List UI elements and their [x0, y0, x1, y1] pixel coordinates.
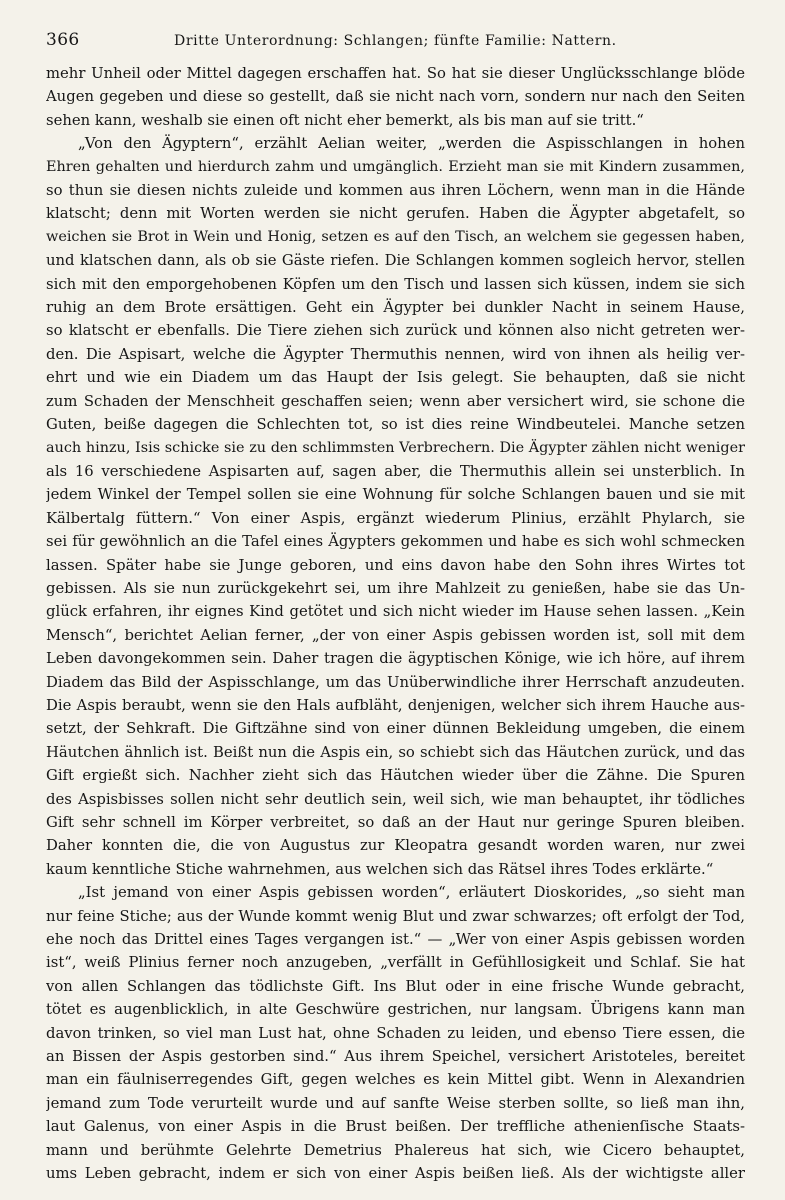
- text-line: sehen kann, weshalb sie einen oft nicht eher bemerkt, als bis man auf sie tritt.“: [46, 111, 644, 129]
- text-line: glück erfahren, ihr eignes Kind getötet und sich nicht wieder im Hause sehen lassen. „Kein: [46, 603, 745, 621]
- text-line: tötet es augenblicklich, in alte Geschwüre gestrichen, nur langsam. Übrigens kann man: [46, 1001, 745, 1019]
- text-line: kaum kenntliche Stiche wahrnehmen, aus welchen sich das Rätsel ihres Todes erklärte.“: [46, 860, 714, 878]
- text-line: und klatschen dann, als ob sie Gäste riefen. Die Schlangen kommen sogleich hervor, stellen: [46, 252, 745, 270]
- text-line: klatscht; denn mit Worten werden sie nicht gerufen. Haben die Ägypter abgetafelt, so: [46, 205, 745, 223]
- text-line: „Von den Ägyptern“, erzählt Aelian weiter, „werden die Aspisschlangen in hohen: [78, 135, 745, 153]
- text-line: ruhig an dem Brote ersättigen. Geht ein Ägypter bei dunkler Nacht in seinem Hause,: [46, 299, 745, 317]
- text-line: Mensch“, berichtet Aelian ferner, „der von einer Aspis gebissen worden ist, soll mit dem: [46, 626, 745, 644]
- text-line: Die Aspis beraubt, wenn sie den Hals aufbläht, denjenigen, welcher sich ihrem Hauche aus-: [46, 696, 745, 714]
- text-line: Gift sehr schnell im Körper verbreitet, so daß an der Haut nur geringe Spuren bleiben.: [46, 814, 745, 831]
- text-line: des Aspisbisses sollen nicht sehr deutlich sein, weil sich, wie man behauptet, ihr tödliches: [46, 790, 745, 808]
- text-line: Ehren gehalten und hierdurch zahm und umgänglich. Erzieht man sie mit Kindern zusammen,: [46, 158, 745, 175]
- body-text: [46, 62, 745, 1186]
- text-line: jemand zum Tode verurteilt wurde und auf sanfte Weise sterben sollte, so ließ man ihn,: [46, 1094, 745, 1112]
- text-line: Daher konnten die, die von Augustus zur Kleopatra gesandt worden waren, nur zwei: [46, 837, 745, 855]
- text-line: setzt, der Sehkraft. Die Giftzähne sind von einer dünnen Bekleidung umgeben, die einem: [46, 720, 745, 738]
- text-line: lassen. Später habe sie Junge geboren, und eins davon habe den Sohn ihres Wirtes tot: [46, 556, 745, 574]
- text-line: ums Leben gebracht, indem er sich von einer Aspis beißen ließ. Als der wichtigste aller: [46, 1165, 745, 1183]
- text-line: ehrt und wie ein Diadem um das Haupt der Isis gelegt. Sie behaupten, daß sie nicht: [46, 369, 745, 387]
- text-line: laut Galenus, von einer Aspis in die Brust beißen. Der treffliche athenienſische Staats-: [46, 1118, 745, 1136]
- text-line: so klatscht er ebenfalls. Die Tiere ziehen sich zurück und können also nicht getreten wer-: [46, 322, 745, 340]
- text-line: so thun sie diesen nichts zuleide und kommen aus ihren Löchern, wenn man in die Hände: [46, 182, 745, 200]
- text-line: davon trinken, so viel man Lust hat, ohne Schaden zu leiden, und ebenso Tiere essen, die: [46, 1024, 745, 1042]
- text-line: weichen sie Brot in Wein und Honig, setzen es auf den Tisch, an welchem sie gegessen haben,: [46, 228, 745, 245]
- text-line: sei für gewöhnlich an die Tafel eines Ägypters gekommen und habe es sich wohl schmecken: [46, 533, 745, 551]
- text-line: den. Die Aspisart, welche die Ägypter Thermuthis nennen, wird von ihnen als heilig ver-: [46, 345, 745, 363]
- text-line: man ein fäulniserregendes Gift, gegen welches es kein Mittel gibt. Wenn in Alexandrien: [46, 1071, 745, 1089]
- text-line: mann und berühmte Gelehrte Demetrius Phalereus hat sich, wie Cicero behauptet,: [46, 1141, 745, 1159]
- text-line: nur feine Stiche; aus der Wunde kommt wenig Blut und zwar schwarzes; oft erfolgt der Tod,: [46, 907, 745, 925]
- text-line: Guten, beiße dagegen die Schlechten tot, so ist dies reine Windbeutelei. Manche setzen: [46, 416, 745, 434]
- text-line: an Bissen der Aspis gestorben sind.“ Aus ihrem Speichel, versichert Aristoteles, bereitet: [46, 1048, 745, 1066]
- text-line: Diadem das Bild der Aspisschlange, um das Unüberwindliche ihrer Herrschaft anzudeuten.: [46, 673, 745, 691]
- text-line: ist“, weiß Plinius ferner noch anzugeben, „verfällt in Gefühllosigkeit und Schlaf. Sie hat: [46, 954, 745, 972]
- page-header: [46, 30, 745, 50]
- text-line: Leben davongekommen sein. Daher tragen die ägyptischen Könige, wie ich höre, auf ihrem: [46, 650, 745, 668]
- text-line: „Ist jemand von einer Aspis gebissen worden“, erläutert Dioskorides, „so sieht man: [78, 884, 745, 902]
- text-line: mehr Unheil oder Mittel dagegen erschaffen hat. So hat sie dieser Unglücksschlange blöde: [46, 65, 745, 82]
- text-line: sich mit den emporgehobenen Köpfen um den Tisch und lassen sich küssen, indem sie sich: [46, 275, 745, 293]
- running-title: Dritte Unterordnung: Schlangen; fünfte Familie: Nattern.: [174, 33, 617, 49]
- text-line: gebissen. Als sie nun zurückgekehrt sei, um ihre Mahlzeit zu genießen, habe sie das Un-: [46, 579, 745, 597]
- text-line: von allen Schlangen das tödlichste Gift. Ins Blut oder in eine frische Wunde gebracht,: [46, 977, 745, 995]
- text-line: auch hinzu, Isis schicke sie zu den schlimmsten Verbrechern. Die Ägypter zählen nicht weniger: [46, 439, 745, 456]
- text-line: Häutchen ähnlich ist. Beißt nun die Aspis ein, so schiebt sich das Häutchen zurück, und das: [46, 743, 745, 761]
- text-line: Kälbertalg füttern.“ Von einer Aspis, ergänzt wiederum Plinius, erzählt Phylarch, sie: [46, 509, 745, 527]
- page-number: 366: [46, 30, 80, 50]
- text-line: als 16 verschiedene Aspisarten auf, sagen aber, die Thermuthis allein sei unsterblich. In: [46, 462, 745, 480]
- text-line: zum Schaden der Menschheit geschaffen seien; wenn aber versichert wird, sie schone die: [46, 392, 745, 410]
- text-line: Augen gegeben und diese so gestellt, daß sie nicht nach vorn, sondern nur nach den Seiten: [46, 88, 745, 106]
- text-line: jedem Winkel der Tempel sollen sie eine Wohnung für solche Schlangen bauen und sie mit: [46, 486, 745, 504]
- text-line: ehe noch das Drittel eines Tages vergangen ist.“ — „Wer von einer Aspis gebissen worden: [46, 931, 745, 949]
- text-line: Gift ergießt sich. Nachher zieht sich das Häutchen wieder über die Zähne. Die Spuren: [46, 767, 745, 785]
